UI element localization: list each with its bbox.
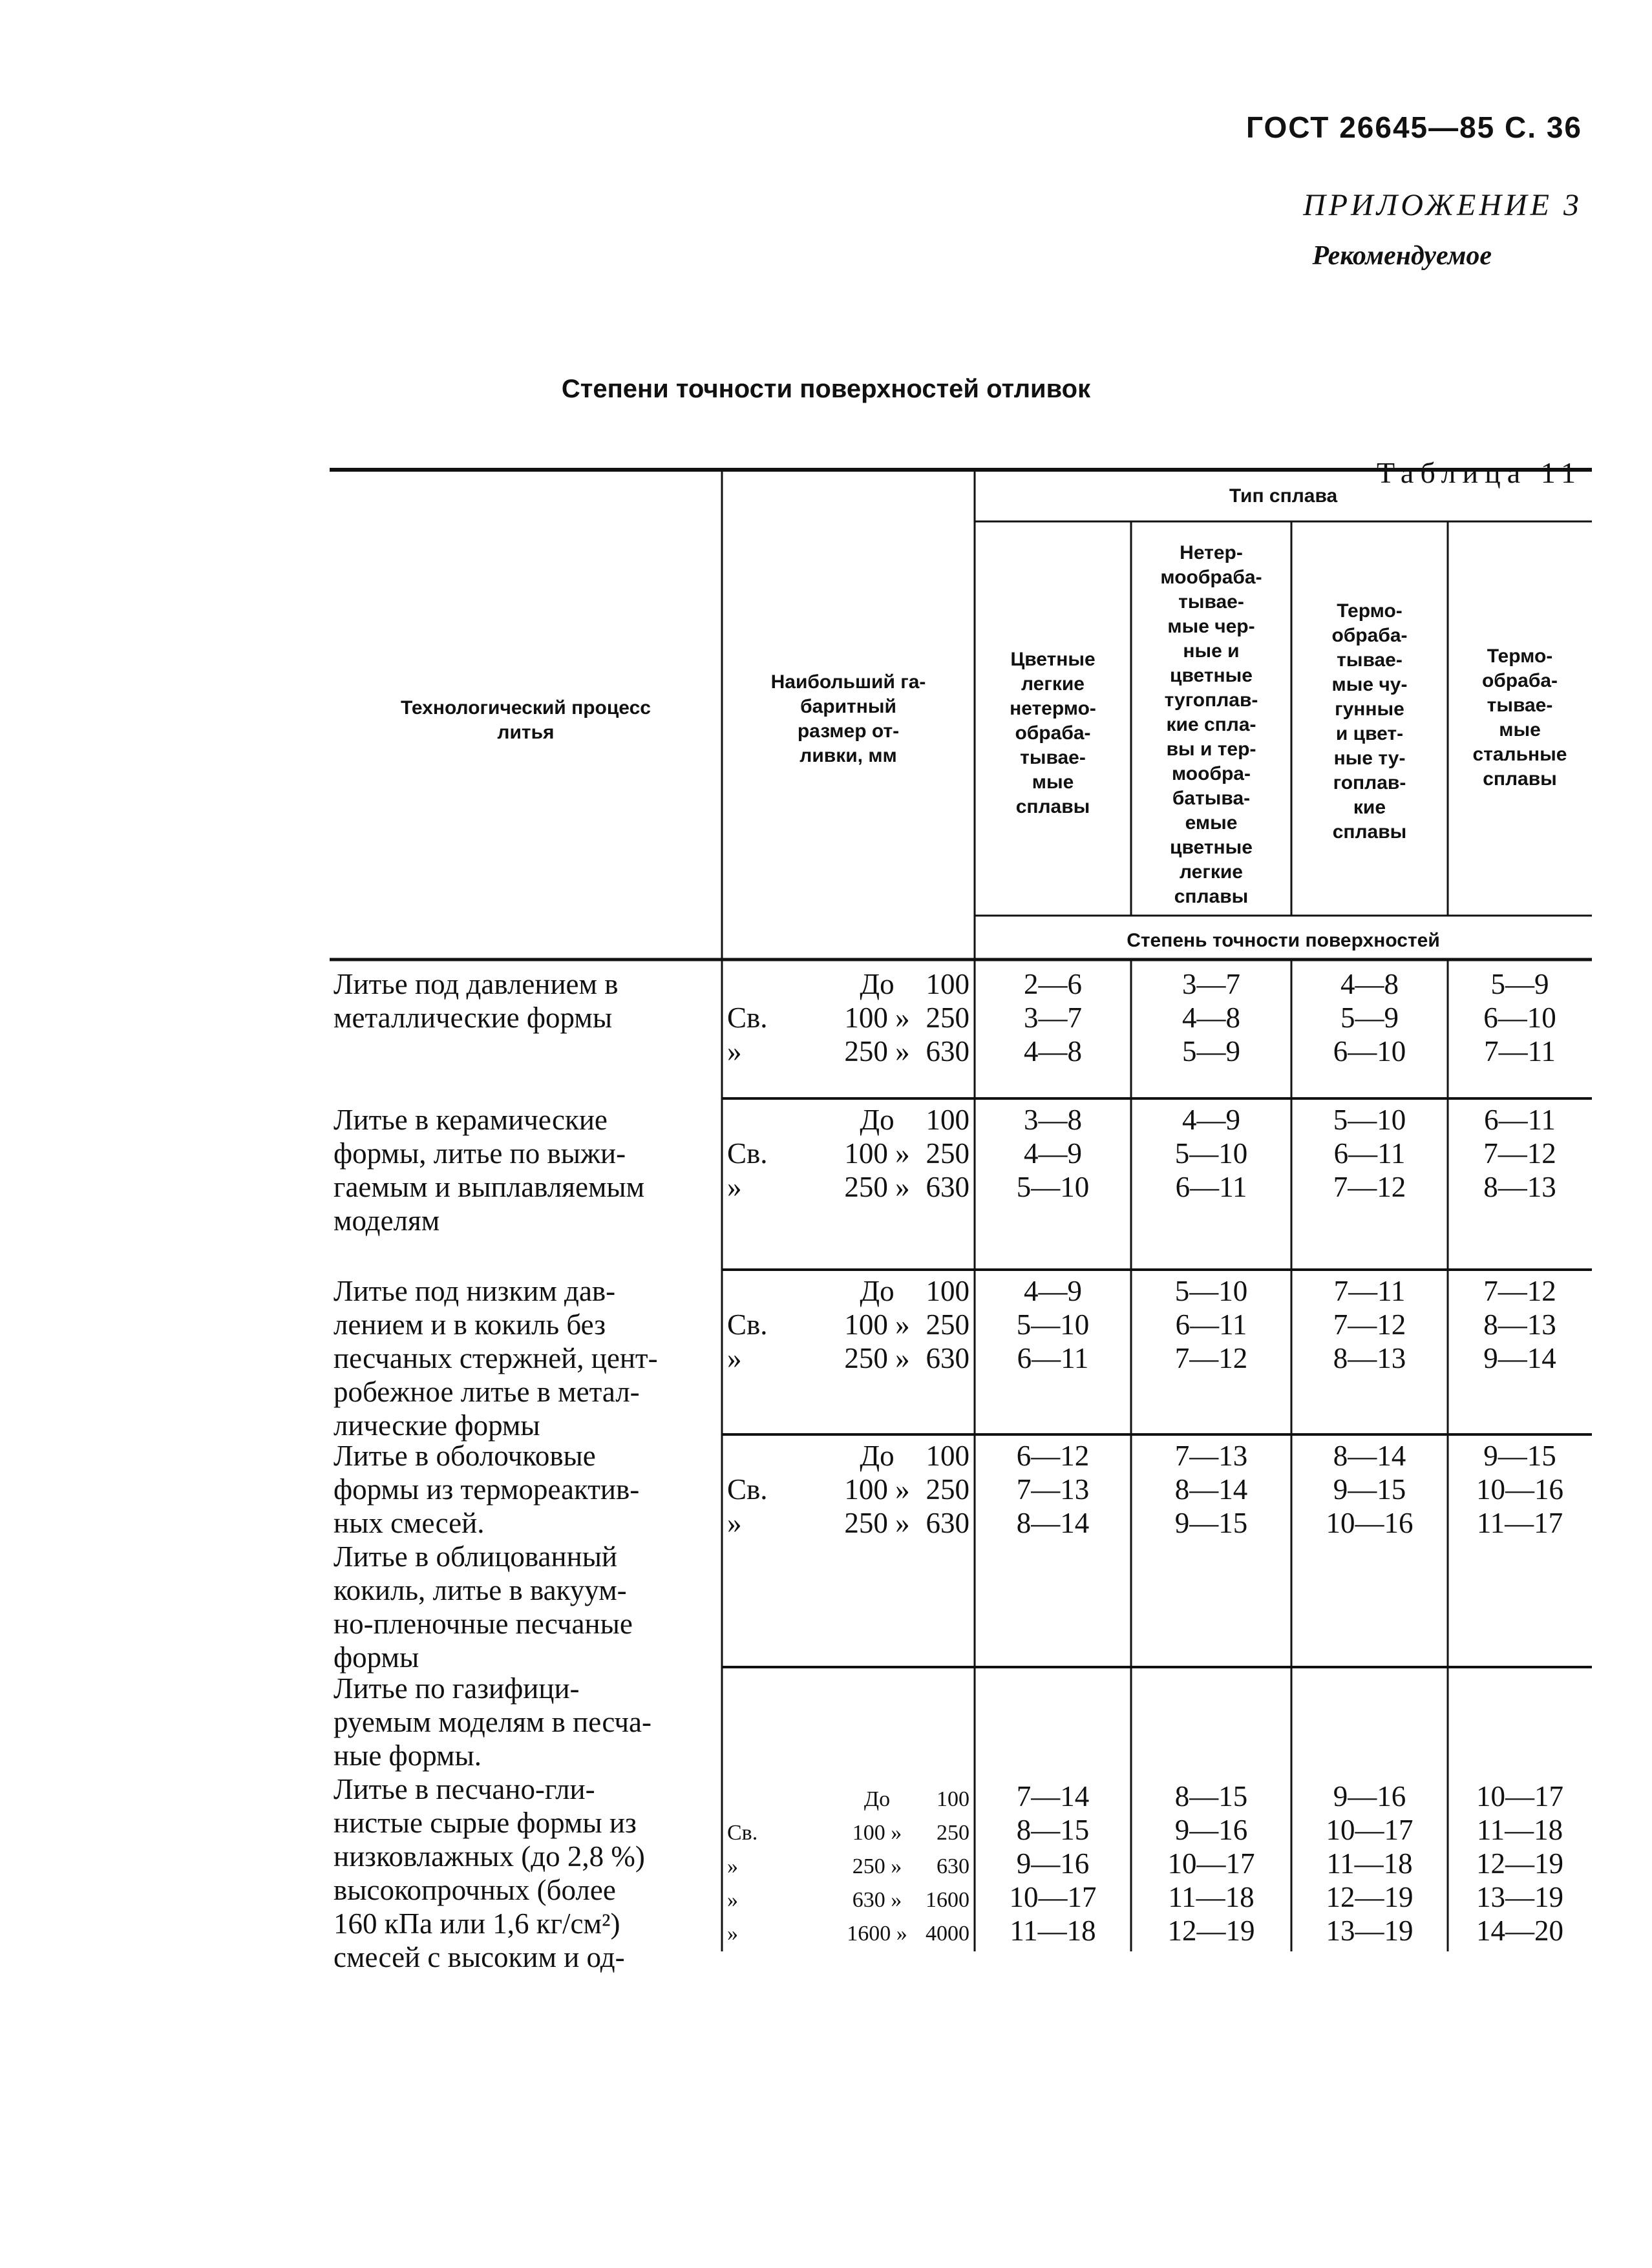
document-id: ГОСТ 26645—85 С. 36 <box>1245 110 1582 144</box>
size-range: До <box>860 1275 895 1307</box>
degree-value: 6—10 <box>1483 1002 1556 1034</box>
header-col-nonferrous-light: обраба- <box>1015 722 1091 744</box>
degree-value: 5—10 <box>1174 1137 1248 1170</box>
degree-value: 8—13 <box>1483 1308 1556 1341</box>
process-text: лические формы <box>334 1409 540 1442</box>
degree-value: 6—11 <box>1175 1308 1247 1341</box>
header-col-refractory: ные и <box>1183 640 1240 662</box>
degree-value: 4—8 <box>1024 1035 1082 1067</box>
header-col-cast-iron: ные ту- <box>1333 748 1406 769</box>
size-range: 250 » <box>844 1171 910 1203</box>
header-col-refractory: легкие <box>1180 861 1243 883</box>
process-text: нистые сырые формы из <box>334 1807 637 1839</box>
size-range: 630 » <box>852 1888 902 1912</box>
size-range: 100 » <box>844 1308 910 1341</box>
degree-value: 7—13 <box>1016 1473 1090 1506</box>
process-text: Литье под низким дав- <box>334 1275 616 1307</box>
degree-value: 10—17 <box>1009 1881 1097 1913</box>
header-col-nonferrous-light: легкие <box>1021 673 1085 695</box>
process-text: моделям <box>334 1204 440 1237</box>
size-limit: 250 <box>926 1473 969 1506</box>
degree-value: 5—9 <box>1182 1035 1240 1067</box>
header-col-steel: Термо- <box>1487 646 1553 667</box>
size-limit: 100 <box>926 1440 969 1472</box>
process-text: кокиль, литье в вакуум- <box>334 1574 627 1606</box>
process-text: руемым моделям в песча- <box>334 1706 651 1738</box>
size-limit: 250 <box>937 1821 969 1845</box>
size-range: 100 » <box>844 1137 910 1170</box>
header-col-steel: мые <box>1499 719 1541 740</box>
appendix-title: ПРИЛОЖЕНИЕ 3 <box>1303 188 1582 222</box>
process-text: ных смесей. <box>334 1507 485 1539</box>
degree-value: 12—19 <box>1326 1881 1414 1913</box>
header-degree: Степень точности поверхностей <box>1127 930 1440 951</box>
size-prefix: » <box>727 1888 738 1912</box>
header-col-cast-iron: гунные <box>1335 698 1404 720</box>
degree-value: 4—8 <box>1182 1002 1240 1034</box>
degree-value: 7—14 <box>1016 1780 1090 1812</box>
size-range: До <box>860 1440 895 1472</box>
size-limit: 630 <box>926 1342 969 1374</box>
degree-value: 3—7 <box>1182 968 1240 1000</box>
header-col-refractory: кие спла- <box>1166 714 1256 735</box>
size-prefix: Св. <box>727 1473 768 1506</box>
header-col-refractory: батыва- <box>1172 788 1251 809</box>
header-col-cast-iron: мые чу- <box>1331 674 1408 695</box>
header-col-nonferrous-light: тывае- <box>1020 747 1086 768</box>
degree-value: 4—9 <box>1182 1104 1240 1136</box>
degree-value: 6—11 <box>1333 1137 1406 1170</box>
process-text: Литье в облицованный <box>334 1540 618 1573</box>
degree-value: 9—15 <box>1483 1440 1556 1472</box>
degree-value: 10—17 <box>1476 1780 1563 1812</box>
size-prefix: » <box>727 1035 742 1067</box>
degree-value: 14—20 <box>1476 1915 1563 1947</box>
process-text: но-пленочные песчаные <box>334 1608 633 1640</box>
size-limit: 250 <box>926 1002 969 1034</box>
size-range: 250 » <box>852 1854 902 1878</box>
header-col-cast-iron: тывае- <box>1337 649 1403 671</box>
size-limit: 630 <box>926 1035 969 1067</box>
size-limit: 100 <box>926 968 969 1000</box>
header-col-refractory: мообраба- <box>1160 567 1262 588</box>
degree-value: 5—10 <box>1016 1171 1090 1203</box>
size-prefix: Св. <box>727 1308 768 1341</box>
degree-value: 7—11 <box>1333 1275 1406 1307</box>
header-col-cast-iron: сплавы <box>1332 821 1407 843</box>
header-col-nonferrous-light: Цветные <box>1010 649 1096 670</box>
size-prefix: » <box>727 1171 742 1203</box>
degree-value: 6—11 <box>1175 1171 1247 1203</box>
process-text: Литье в керамические <box>334 1104 608 1136</box>
degree-value: 12—19 <box>1476 1847 1563 1880</box>
size-range: До <box>863 1787 891 1811</box>
size-range: 100 » <box>844 1473 910 1506</box>
degree-value: 6—12 <box>1016 1440 1090 1472</box>
size-prefix: Св. <box>727 1137 768 1170</box>
size-limit: 630 <box>926 1507 969 1539</box>
header-size: Наибольший га- <box>770 671 926 693</box>
degree-value: 11—18 <box>1010 1915 1096 1947</box>
header-col-steel: тывае- <box>1487 695 1553 716</box>
header-col-steel: стальные <box>1472 744 1567 765</box>
degree-value: 7—12 <box>1333 1171 1406 1203</box>
degree-value: 3—7 <box>1024 1002 1082 1034</box>
header-col-nonferrous-light: нетермо- <box>1010 698 1096 719</box>
header-size: ливки, мм <box>800 745 897 766</box>
degree-value: 8—14 <box>1174 1473 1248 1506</box>
degree-value: 9—16 <box>1333 1780 1406 1812</box>
degree-value: 9—15 <box>1174 1507 1248 1539</box>
header-col-refractory: мые чер- <box>1167 616 1255 637</box>
size-limit: 630 <box>937 1854 969 1878</box>
header-size: размер от- <box>797 720 900 742</box>
degree-value: 7—11 <box>1484 1035 1556 1067</box>
process-text: низковлажных (до 2,8 %) <box>334 1840 645 1873</box>
process-text: гаемым и выплавляемым <box>334 1171 645 1203</box>
header-col-refractory: вы и тер- <box>1166 739 1256 760</box>
size-prefix: » <box>727 1854 738 1878</box>
degree-value: 11—18 <box>1326 1847 1413 1880</box>
degree-value: 8—13 <box>1333 1342 1406 1374</box>
size-range: До <box>860 968 895 1000</box>
degree-value: 8—15 <box>1016 1814 1090 1846</box>
size-limit: 250 <box>926 1308 969 1341</box>
degree-value: 7—12 <box>1174 1342 1248 1374</box>
process-text: формы, литье по выжи- <box>334 1137 626 1170</box>
size-range: До <box>860 1104 895 1136</box>
degree-value: 5—10 <box>1333 1104 1406 1136</box>
process-text: формы <box>334 1641 419 1674</box>
size-prefix: Св. <box>727 1821 758 1845</box>
size-range: 1600 » <box>847 1922 907 1946</box>
size-range: 100 » <box>852 1821 902 1845</box>
header-col-refractory: тугоплав- <box>1164 689 1258 711</box>
header-col-refractory: тывае- <box>1178 591 1244 613</box>
degree-value: 10—16 <box>1476 1473 1563 1506</box>
process-text: высокопрочных (более <box>334 1874 616 1906</box>
process-text: Литье по газифици- <box>334 1672 580 1705</box>
size-range: 100 » <box>844 1002 910 1034</box>
degree-value: 11—18 <box>1476 1814 1563 1846</box>
degree-value: 10—17 <box>1167 1847 1255 1880</box>
degree-value: 5—10 <box>1016 1308 1090 1341</box>
header-col-nonferrous-light: сплавы <box>1015 796 1090 817</box>
process-text: формы из термореактив- <box>334 1473 640 1506</box>
process-text: ные формы. <box>334 1739 482 1772</box>
header-col-refractory: цветные <box>1170 837 1253 858</box>
header-col-refractory: Нетер- <box>1180 542 1243 563</box>
size-limit: 100 <box>937 1787 969 1811</box>
process-text: 160 кПа или 1,6 кг/см²) <box>334 1907 620 1940</box>
degree-value: 7—12 <box>1483 1137 1556 1170</box>
table-label: Таблица 11 <box>1376 456 1582 489</box>
degree-value: 13—19 <box>1326 1915 1414 1947</box>
degree-value: 5—9 <box>1490 968 1549 1000</box>
header-col-nonferrous-light: мые <box>1032 772 1074 793</box>
surface-accuracy-table <box>330 468 1592 1973</box>
degree-value: 6—11 <box>1484 1104 1556 1136</box>
degree-value: 8—13 <box>1483 1171 1556 1203</box>
degree-value: 8—14 <box>1333 1440 1406 1472</box>
degree-value: 6—10 <box>1333 1035 1406 1067</box>
size-prefix: » <box>727 1922 738 1946</box>
size-prefix: » <box>727 1507 742 1539</box>
header-process: Технологический процесс <box>401 697 651 719</box>
size-limit: 100 <box>926 1275 969 1307</box>
degree-value: 2—6 <box>1024 968 1082 1000</box>
degree-value: 10—17 <box>1326 1814 1414 1846</box>
degree-value: 9—16 <box>1174 1814 1248 1846</box>
size-limit: 4000 <box>926 1922 969 1946</box>
header-col-refractory: сплавы <box>1174 886 1249 907</box>
header-col-cast-iron: Термо- <box>1337 600 1403 622</box>
degree-value: 9—16 <box>1016 1847 1090 1880</box>
degree-value: 4—8 <box>1340 968 1399 1000</box>
header-col-steel: сплавы <box>1483 768 1557 790</box>
degree-value: 11—18 <box>1168 1881 1255 1913</box>
header-col-refractory: цветные <box>1170 665 1253 686</box>
degree-value: 6—11 <box>1017 1342 1089 1374</box>
degree-value: 4—9 <box>1024 1137 1082 1170</box>
header-col-cast-iron: и цвет- <box>1335 723 1404 744</box>
degree-value: 9—15 <box>1333 1473 1406 1506</box>
size-limit: 250 <box>926 1137 969 1170</box>
process-text: металлические формы <box>334 1002 613 1034</box>
header-col-cast-iron: гоплав- <box>1333 772 1406 793</box>
degree-value: 7—13 <box>1174 1440 1248 1472</box>
size-limit: 100 <box>926 1104 969 1136</box>
header-col-cast-iron: кие <box>1353 797 1386 818</box>
degree-value: 3—8 <box>1024 1104 1082 1136</box>
degree-value: 10—16 <box>1326 1507 1414 1539</box>
header-process: литья <box>497 722 555 743</box>
size-prefix: Св. <box>727 1002 768 1034</box>
degree-value: 13—19 <box>1476 1881 1563 1913</box>
size-range: 250 » <box>844 1035 910 1067</box>
size-range: 250 » <box>844 1342 910 1374</box>
header-col-cast-iron: обраба- <box>1331 625 1408 646</box>
degree-value: 5—10 <box>1174 1275 1248 1307</box>
degree-value: 12—19 <box>1167 1915 1255 1947</box>
header-col-refractory: емые <box>1185 812 1238 834</box>
degree-value: 4—9 <box>1024 1275 1082 1307</box>
degree-value: 7—12 <box>1483 1275 1556 1307</box>
size-range: 250 » <box>844 1507 910 1539</box>
process-text: лением и в кокиль без <box>334 1308 606 1341</box>
header-col-steel: обраба- <box>1481 670 1558 691</box>
process-text: Литье под давлением в <box>334 968 619 1000</box>
degree-value: 11—17 <box>1476 1507 1563 1539</box>
process-text: Литье в оболочковые <box>334 1440 596 1472</box>
size-limit: 630 <box>926 1171 969 1203</box>
degree-value: 5—9 <box>1340 1002 1399 1034</box>
header-alloy-type: Тип сплава <box>1229 485 1338 507</box>
degree-value: 7—12 <box>1333 1308 1406 1341</box>
size-limit: 1600 <box>926 1888 969 1912</box>
process-text: смесей с высоким и од- <box>334 1941 625 1973</box>
table-title: Степени точности поверхностей отливок <box>561 375 1091 403</box>
header-col-refractory: мообра- <box>1172 763 1251 784</box>
degree-value: 8—14 <box>1016 1507 1090 1539</box>
header-size: баритный <box>800 696 896 717</box>
degree-value: 9—14 <box>1483 1342 1556 1374</box>
degree-value: 8—15 <box>1174 1780 1248 1812</box>
appendix-status: Рекомендуемое <box>1312 241 1492 271</box>
process-text: песчаных стержней, цент- <box>334 1342 658 1374</box>
process-text: Литье в песчано-гли- <box>334 1773 595 1805</box>
size-prefix: » <box>727 1342 742 1374</box>
process-text: робежное литье в метал- <box>334 1376 640 1408</box>
